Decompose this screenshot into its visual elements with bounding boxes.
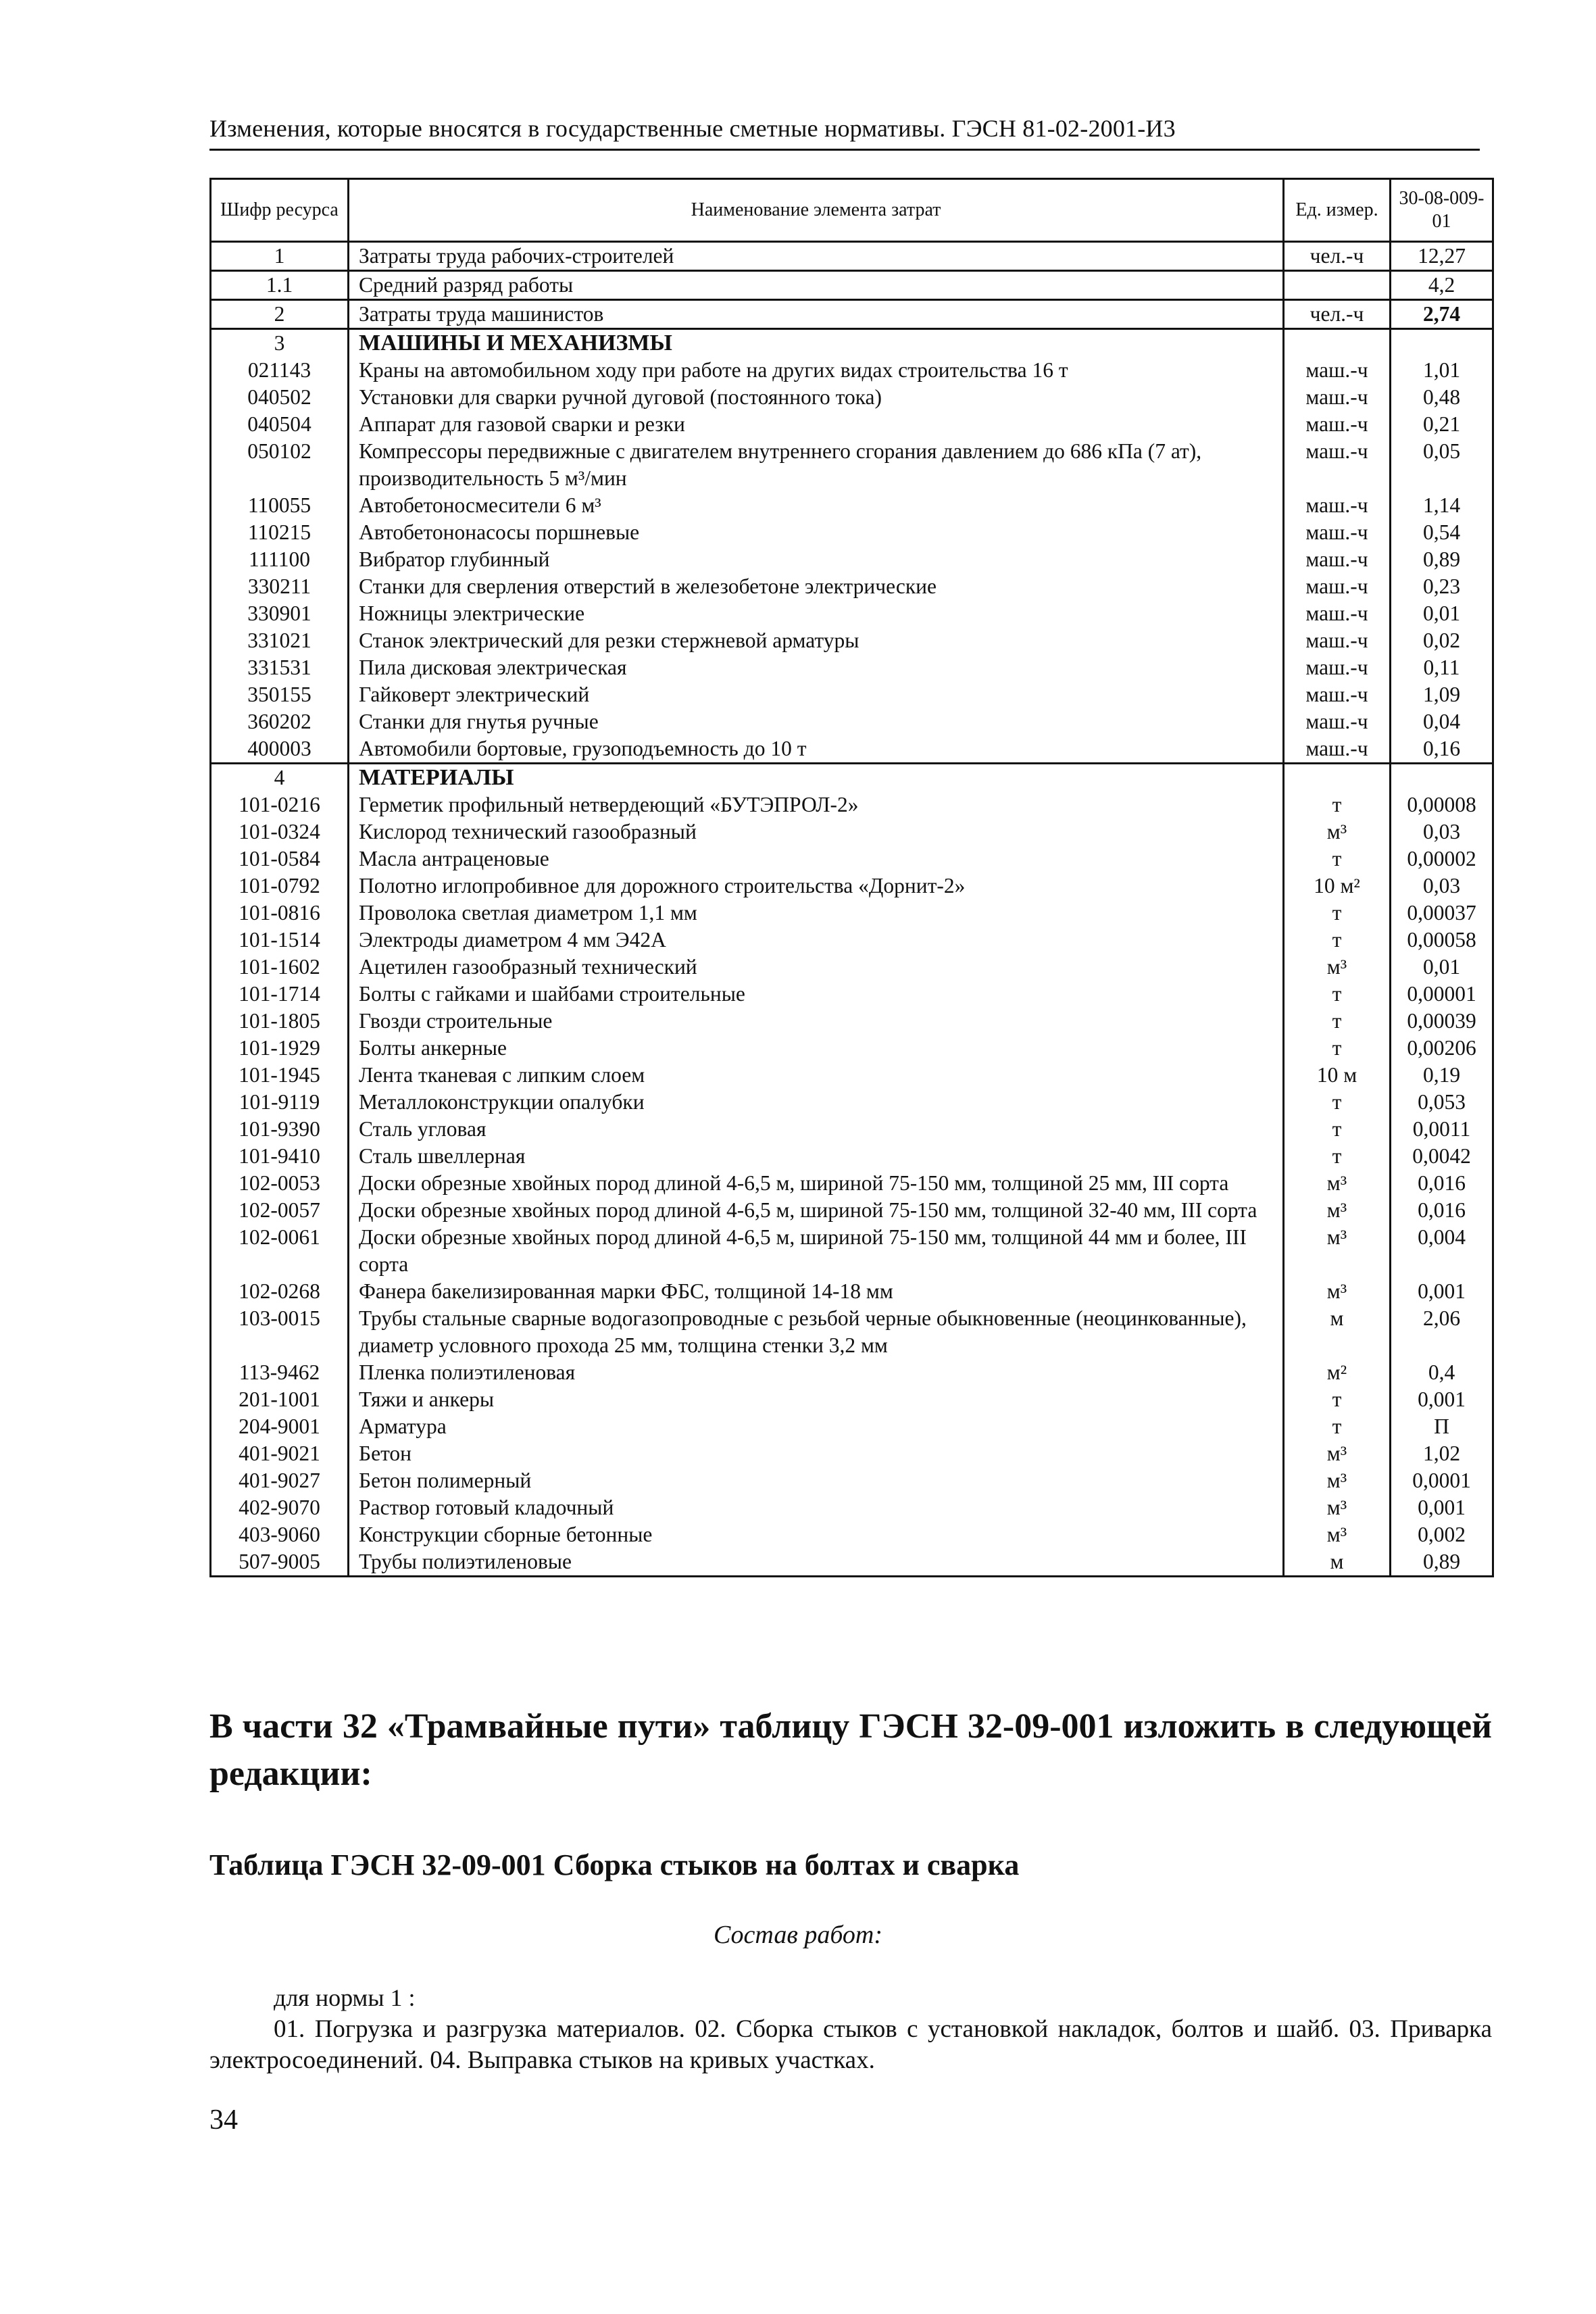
- table-row: [211, 411, 1493, 438]
- cell-value: 0,00002: [1391, 845, 1493, 872]
- header-value: 30-08-009-01: [1391, 179, 1493, 242]
- table-row: [211, 735, 1493, 764]
- cell-value: 0,19: [1391, 1062, 1493, 1089]
- table-row: [211, 1062, 1493, 1089]
- cell-name: Кислород технический газообразный: [349, 818, 1284, 845]
- table-row: [211, 1386, 1493, 1413]
- cell-code: 204-9001: [211, 1413, 349, 1440]
- cell-name: Раствор готовый кладочный: [349, 1494, 1284, 1521]
- cell-code: 401-9021: [211, 1440, 349, 1467]
- cell-code: 021143: [211, 357, 349, 384]
- table-row: [211, 1035, 1493, 1062]
- cell-value: 0,05: [1391, 438, 1493, 492]
- table-row: [211, 600, 1493, 627]
- work-composition-title: Состав работ:: [713, 1921, 883, 1949]
- cell-unit: т: [1284, 927, 1391, 954]
- cell-value: 1,02: [1391, 1440, 1493, 1467]
- table-row: [211, 1278, 1493, 1305]
- table-row: [211, 1467, 1493, 1494]
- cell-value: 0,002: [1391, 1521, 1493, 1548]
- cell-code: 101-0584: [211, 845, 349, 872]
- cell-name: Затраты труда рабочих-строителей: [349, 242, 1284, 271]
- cell-unit: т: [1284, 1008, 1391, 1035]
- table-row: [211, 1494, 1493, 1521]
- cell-code: 040502: [211, 384, 349, 411]
- cell-code: 4: [211, 764, 349, 792]
- cell-value: 0,016: [1391, 1197, 1493, 1224]
- cell-value: 2,74: [1391, 300, 1493, 329]
- header-code: Шифр ресурса: [211, 179, 349, 242]
- cell-value: 4,2: [1391, 271, 1493, 300]
- cell-value: 0,00001: [1391, 981, 1493, 1008]
- cell-unit: маш.-ч: [1284, 438, 1391, 492]
- table-row: [211, 1440, 1493, 1467]
- cell-unit: [1284, 329, 1391, 358]
- cell-name: Станки для гнутья ручные: [349, 708, 1284, 735]
- cell-value: 0,0042: [1391, 1143, 1493, 1170]
- cell-name: Трубы стальные сварные водогазопроводные с резьбой черные обыкновенные (неоцинкованные), диаметр условного прохода 25 мм, толщина стенки 3,2 мм: [349, 1305, 1284, 1359]
- cell-unit: маш.-ч: [1284, 411, 1391, 438]
- cell-unit: чел.-ч: [1284, 242, 1391, 271]
- table-row: [211, 1224, 1493, 1278]
- table-row: [211, 1170, 1493, 1197]
- table-header-row: [211, 179, 1493, 242]
- cell-unit: маш.-ч: [1284, 708, 1391, 735]
- cell-value: 0,4: [1391, 1359, 1493, 1386]
- table-body: [211, 242, 1493, 1577]
- cell-name: Компрессоры передвижные с двигателем внутреннего сгорания давлением до 686 кПа (7 ат), производительность 5 м³/мин: [349, 438, 1284, 492]
- cell-unit: т: [1284, 1386, 1391, 1413]
- cell-code: 050102: [211, 438, 349, 492]
- cell-code: 330901: [211, 600, 349, 627]
- cell-unit: м³: [1284, 1278, 1391, 1305]
- cell-value: 0,001: [1391, 1494, 1493, 1521]
- table-row: [211, 573, 1493, 600]
- cell-code: 402-9070: [211, 1494, 349, 1521]
- cell-value: 0,11: [1391, 654, 1493, 681]
- cell-name: Гайковерт электрический: [349, 681, 1284, 708]
- cell-code: 101-9410: [211, 1143, 349, 1170]
- cell-value: 1,14: [1391, 492, 1493, 519]
- cell-name: Автобетоносмесители 6 м³: [349, 492, 1284, 519]
- cell-unit: 10 м²: [1284, 872, 1391, 900]
- cell-value: 0,053: [1391, 1089, 1493, 1116]
- cell-name: Затраты труда машинистов: [349, 300, 1284, 329]
- table-row: [211, 681, 1493, 708]
- cell-unit: маш.-ч: [1284, 384, 1391, 411]
- table-row: [211, 384, 1493, 411]
- cell-code: 101-9390: [211, 1116, 349, 1143]
- cell-code: 101-0216: [211, 791, 349, 818]
- cell-name: Болты анкерные: [349, 1035, 1284, 1062]
- cell-value: 0,02: [1391, 627, 1493, 654]
- cell-name: Конструкции сборные бетонные: [349, 1521, 1284, 1548]
- table-row: [211, 764, 1493, 792]
- cell-unit: маш.-ч: [1284, 519, 1391, 546]
- cell-value: 0,21: [1391, 411, 1493, 438]
- table-row: [211, 271, 1493, 300]
- table-row: [211, 300, 1493, 329]
- cell-value: 0,00008: [1391, 791, 1493, 818]
- cell-name: Средний разряд работы: [349, 271, 1284, 300]
- cell-unit: чел.-ч: [1284, 300, 1391, 329]
- cell-name: Станок электрический для резки стержневой арматуры: [349, 627, 1284, 654]
- cell-unit: т: [1284, 1035, 1391, 1062]
- cell-name: Установки для сварки ручной дуговой (постоянного тока): [349, 384, 1284, 411]
- cell-name: Тяжи и анкеры: [349, 1386, 1284, 1413]
- cell-value: 0,01: [1391, 600, 1493, 627]
- cell-unit: [1284, 764, 1391, 792]
- cell-code: 201-1001: [211, 1386, 349, 1413]
- cell-name: Проволока светлая диаметром 1,1 мм: [349, 900, 1284, 927]
- instruction-text: В части 32 «Трамвайные пути» таблицу ГЭСН 32-09-001 изложить в следующей редакции:: [209, 1707, 1492, 1793]
- table-row: [211, 708, 1493, 735]
- cell-value: 0,0011: [1391, 1116, 1493, 1143]
- table-row: [211, 438, 1493, 492]
- cell-unit: м³: [1284, 1197, 1391, 1224]
- cell-value: [1391, 764, 1493, 792]
- cell-unit: т: [1284, 1143, 1391, 1170]
- cell-code: 102-0053: [211, 1170, 349, 1197]
- cell-value: 2,06: [1391, 1305, 1493, 1359]
- cell-unit: м³: [1284, 1224, 1391, 1278]
- cell-value: 0,03: [1391, 818, 1493, 845]
- work-composition-text: 01. Погрузка и разгрузка материалов. 02. Сборка стыков с установкой накладок, болтов и шайб. 03. Приварка электросоединений. 04. Выправка стыков на кривых участках.: [209, 2015, 1492, 2074]
- cell-code: 101-1602: [211, 954, 349, 981]
- table-row: [211, 1143, 1493, 1170]
- cell-code: 101-0324: [211, 818, 349, 845]
- table-row: [211, 1197, 1493, 1224]
- cell-name: Ножницы электрические: [349, 600, 1284, 627]
- cell-unit: т: [1284, 981, 1391, 1008]
- cell-value: 12,27: [1391, 242, 1493, 271]
- cell-name: МАТЕРИАЛЫ: [349, 764, 1284, 792]
- cell-unit: м³: [1284, 1521, 1391, 1548]
- table-row: [211, 1548, 1493, 1577]
- cell-unit: маш.-ч: [1284, 492, 1391, 519]
- table-row: [211, 1521, 1493, 1548]
- cell-name: Аппарат для газовой сварки и резки: [349, 411, 1284, 438]
- cell-value: 0,54: [1391, 519, 1493, 546]
- cell-unit: 10 м: [1284, 1062, 1391, 1089]
- cell-unit: м³: [1284, 818, 1391, 845]
- cell-name: Краны на автомобильном ходу при работе на других видах строительства 16 т: [349, 357, 1284, 384]
- cell-name: Автомобили бортовые, грузоподъемность до 10 т: [349, 735, 1284, 764]
- running-header: Изменения, которые вносятся в государственные сметные нормативы. ГЭСН 81-02-2001-И3: [209, 114, 1480, 151]
- page-number: 34: [209, 2104, 238, 2136]
- cell-code: 101-1805: [211, 1008, 349, 1035]
- cell-code: 102-0268: [211, 1278, 349, 1305]
- table-row: [211, 900, 1493, 927]
- cell-value: 0,04: [1391, 708, 1493, 735]
- cell-name: Металлоконструкции опалубки: [349, 1089, 1284, 1116]
- cell-code: 331021: [211, 627, 349, 654]
- cell-unit: т: [1284, 791, 1391, 818]
- cell-unit: маш.-ч: [1284, 357, 1391, 384]
- cell-value: 0,004: [1391, 1224, 1493, 1278]
- cell-value: 0,00206: [1391, 1035, 1493, 1062]
- cell-code: 330211: [211, 573, 349, 600]
- cell-name: Гвозди строительные: [349, 1008, 1284, 1035]
- cell-unit: м²: [1284, 1359, 1391, 1386]
- cell-value: 0,00037: [1391, 900, 1493, 927]
- cell-name: Станки для сверления отверстий в железобетоне электрические: [349, 573, 1284, 600]
- cell-name: Вибратор глубинный: [349, 546, 1284, 573]
- cell-value: 0,48: [1391, 384, 1493, 411]
- cell-unit: м³: [1284, 1494, 1391, 1521]
- cell-code: 1: [211, 242, 349, 271]
- header-unit: Ед. измер.: [1284, 179, 1391, 242]
- cell-code: 350155: [211, 681, 349, 708]
- cell-name: Доски обрезные хвойных пород длиной 4-6,5 м, шириной 75-150 мм, толщиной 44 мм и более, III сорта: [349, 1224, 1284, 1278]
- cell-unit: т: [1284, 1116, 1391, 1143]
- cell-unit: м³: [1284, 954, 1391, 981]
- cell-code: 401-9027: [211, 1467, 349, 1494]
- cell-unit: т: [1284, 1413, 1391, 1440]
- cell-code: 103-0015: [211, 1305, 349, 1359]
- table-row: [211, 492, 1493, 519]
- cell-value: П: [1391, 1413, 1493, 1440]
- cell-value: 0,001: [1391, 1386, 1493, 1413]
- cell-code: 110055: [211, 492, 349, 519]
- cell-unit: м³: [1284, 1440, 1391, 1467]
- cell-code: 360202: [211, 708, 349, 735]
- cell-name: Арматура: [349, 1413, 1284, 1440]
- cell-code: 040504: [211, 411, 349, 438]
- cell-name: Герметик профильный нетвердеющий «БУТЭПРОЛ-2»: [349, 791, 1284, 818]
- cell-unit: т: [1284, 845, 1391, 872]
- table-row: [211, 329, 1493, 358]
- cell-unit: маш.-ч: [1284, 627, 1391, 654]
- cell-value: 0,0001: [1391, 1467, 1493, 1494]
- cell-code: 101-0816: [211, 900, 349, 927]
- cell-code: 102-0057: [211, 1197, 349, 1224]
- cell-code: 101-1514: [211, 927, 349, 954]
- cell-name: Бетон полимерный: [349, 1467, 1284, 1494]
- resources-table: [209, 178, 1494, 1577]
- cell-code: 110215: [211, 519, 349, 546]
- cell-code: 111100: [211, 546, 349, 573]
- table-row: [211, 954, 1493, 981]
- cell-value: 1,09: [1391, 681, 1493, 708]
- cell-value: 0,89: [1391, 1548, 1493, 1577]
- cell-code: 507-9005: [211, 1548, 349, 1577]
- table-row: [211, 627, 1493, 654]
- cell-unit: т: [1284, 900, 1391, 927]
- table-row: [211, 1008, 1493, 1035]
- table-row: [211, 546, 1493, 573]
- table-row: [211, 1089, 1493, 1116]
- cell-code: 2: [211, 300, 349, 329]
- header-name: Наименование элемента затрат: [349, 179, 1284, 242]
- cell-name: Доски обрезные хвойных пород длиной 4-6,5 м, шириной 75-150 мм, толщиной 32-40 мм, III сорта: [349, 1197, 1284, 1224]
- cell-code: 101-1929: [211, 1035, 349, 1062]
- cell-unit: маш.-ч: [1284, 735, 1391, 764]
- cell-name: Полотно иглопробивное для дорожного строительства «Дорнит-2»: [349, 872, 1284, 900]
- cell-name: Доски обрезные хвойных пород длиной 4-6,5 м, шириной 75-150 мм, толщиной 25 мм, III сорта: [349, 1170, 1284, 1197]
- cell-code: 400003: [211, 735, 349, 764]
- cell-code: 101-9119: [211, 1089, 349, 1116]
- table-row: [211, 818, 1493, 845]
- cell-value: 0,03: [1391, 872, 1493, 900]
- cell-value: [1391, 329, 1493, 358]
- table-row: [211, 242, 1493, 271]
- cell-name: Бетон: [349, 1440, 1284, 1467]
- cell-name: Болты с гайками и шайбами строительные: [349, 981, 1284, 1008]
- table-title: Таблица ГЭСН 32-09-001 Сборка стыков на болтах и сварка: [209, 1848, 1020, 1881]
- cell-unit: маш.-ч: [1284, 681, 1391, 708]
- cell-unit: маш.-ч: [1284, 546, 1391, 573]
- cell-name: Лента тканевая с липким слоем: [349, 1062, 1284, 1089]
- cell-name: Пленка полиэтиленовая: [349, 1359, 1284, 1386]
- cell-value: 0,89: [1391, 546, 1493, 573]
- cell-code: 3: [211, 329, 349, 358]
- table-row: [211, 654, 1493, 681]
- table-row: [211, 1116, 1493, 1143]
- table-row: [211, 981, 1493, 1008]
- cell-value: 0,016: [1391, 1170, 1493, 1197]
- cell-value: 0,00039: [1391, 1008, 1493, 1035]
- cell-value: 0,001: [1391, 1278, 1493, 1305]
- cell-unit: м: [1284, 1305, 1391, 1359]
- table-row: [211, 845, 1493, 872]
- cell-unit: [1284, 271, 1391, 300]
- cell-name: Сталь швеллерная: [349, 1143, 1284, 1170]
- cell-unit: м: [1284, 1548, 1391, 1577]
- table-row: [211, 1359, 1493, 1386]
- cell-unit: т: [1284, 1089, 1391, 1116]
- cell-name: Трубы полиэтиленовые: [349, 1548, 1284, 1577]
- cell-name: Сталь угловая: [349, 1116, 1284, 1143]
- table-row: [211, 1413, 1493, 1440]
- table-row: [211, 519, 1493, 546]
- cell-code: 102-0061: [211, 1224, 349, 1278]
- cell-value: 1,01: [1391, 357, 1493, 384]
- table-row: [211, 791, 1493, 818]
- cell-unit: м³: [1284, 1467, 1391, 1494]
- norm-label: для нормы 1 :: [274, 1984, 416, 2011]
- cell-unit: маш.-ч: [1284, 654, 1391, 681]
- cell-name: Фанера бакелизированная марки ФБС, толщиной 14-18 мм: [349, 1278, 1284, 1305]
- cell-name: Автобетононасосы поршневые: [349, 519, 1284, 546]
- cell-code: 113-9462: [211, 1359, 349, 1386]
- cell-name: Масла антраценовые: [349, 845, 1284, 872]
- cell-name: Электроды диаметром 4 мм Э42А: [349, 927, 1284, 954]
- table-row: [211, 872, 1493, 900]
- cell-unit: м³: [1284, 1170, 1391, 1197]
- cell-unit: маш.-ч: [1284, 600, 1391, 627]
- cell-unit: маш.-ч: [1284, 573, 1391, 600]
- table-row: [211, 357, 1493, 384]
- cell-value: 0,16: [1391, 735, 1493, 764]
- cell-code: 403-9060: [211, 1521, 349, 1548]
- cell-value: 0,23: [1391, 573, 1493, 600]
- cell-code: 101-0792: [211, 872, 349, 900]
- cell-name: МАШИНЫ И МЕХАНИЗМЫ: [349, 329, 1284, 358]
- cell-code: 331531: [211, 654, 349, 681]
- cell-code: 101-1714: [211, 981, 349, 1008]
- cell-value: 0,01: [1391, 954, 1493, 981]
- table-row: [211, 1305, 1493, 1359]
- table-row: [211, 927, 1493, 954]
- cell-name: Пила дисковая электрическая: [349, 654, 1284, 681]
- cell-name: Ацетилен газообразный технический: [349, 954, 1284, 981]
- cell-value: 0,00058: [1391, 927, 1493, 954]
- cell-code: 101-1945: [211, 1062, 349, 1089]
- cell-code: 1.1: [211, 271, 349, 300]
